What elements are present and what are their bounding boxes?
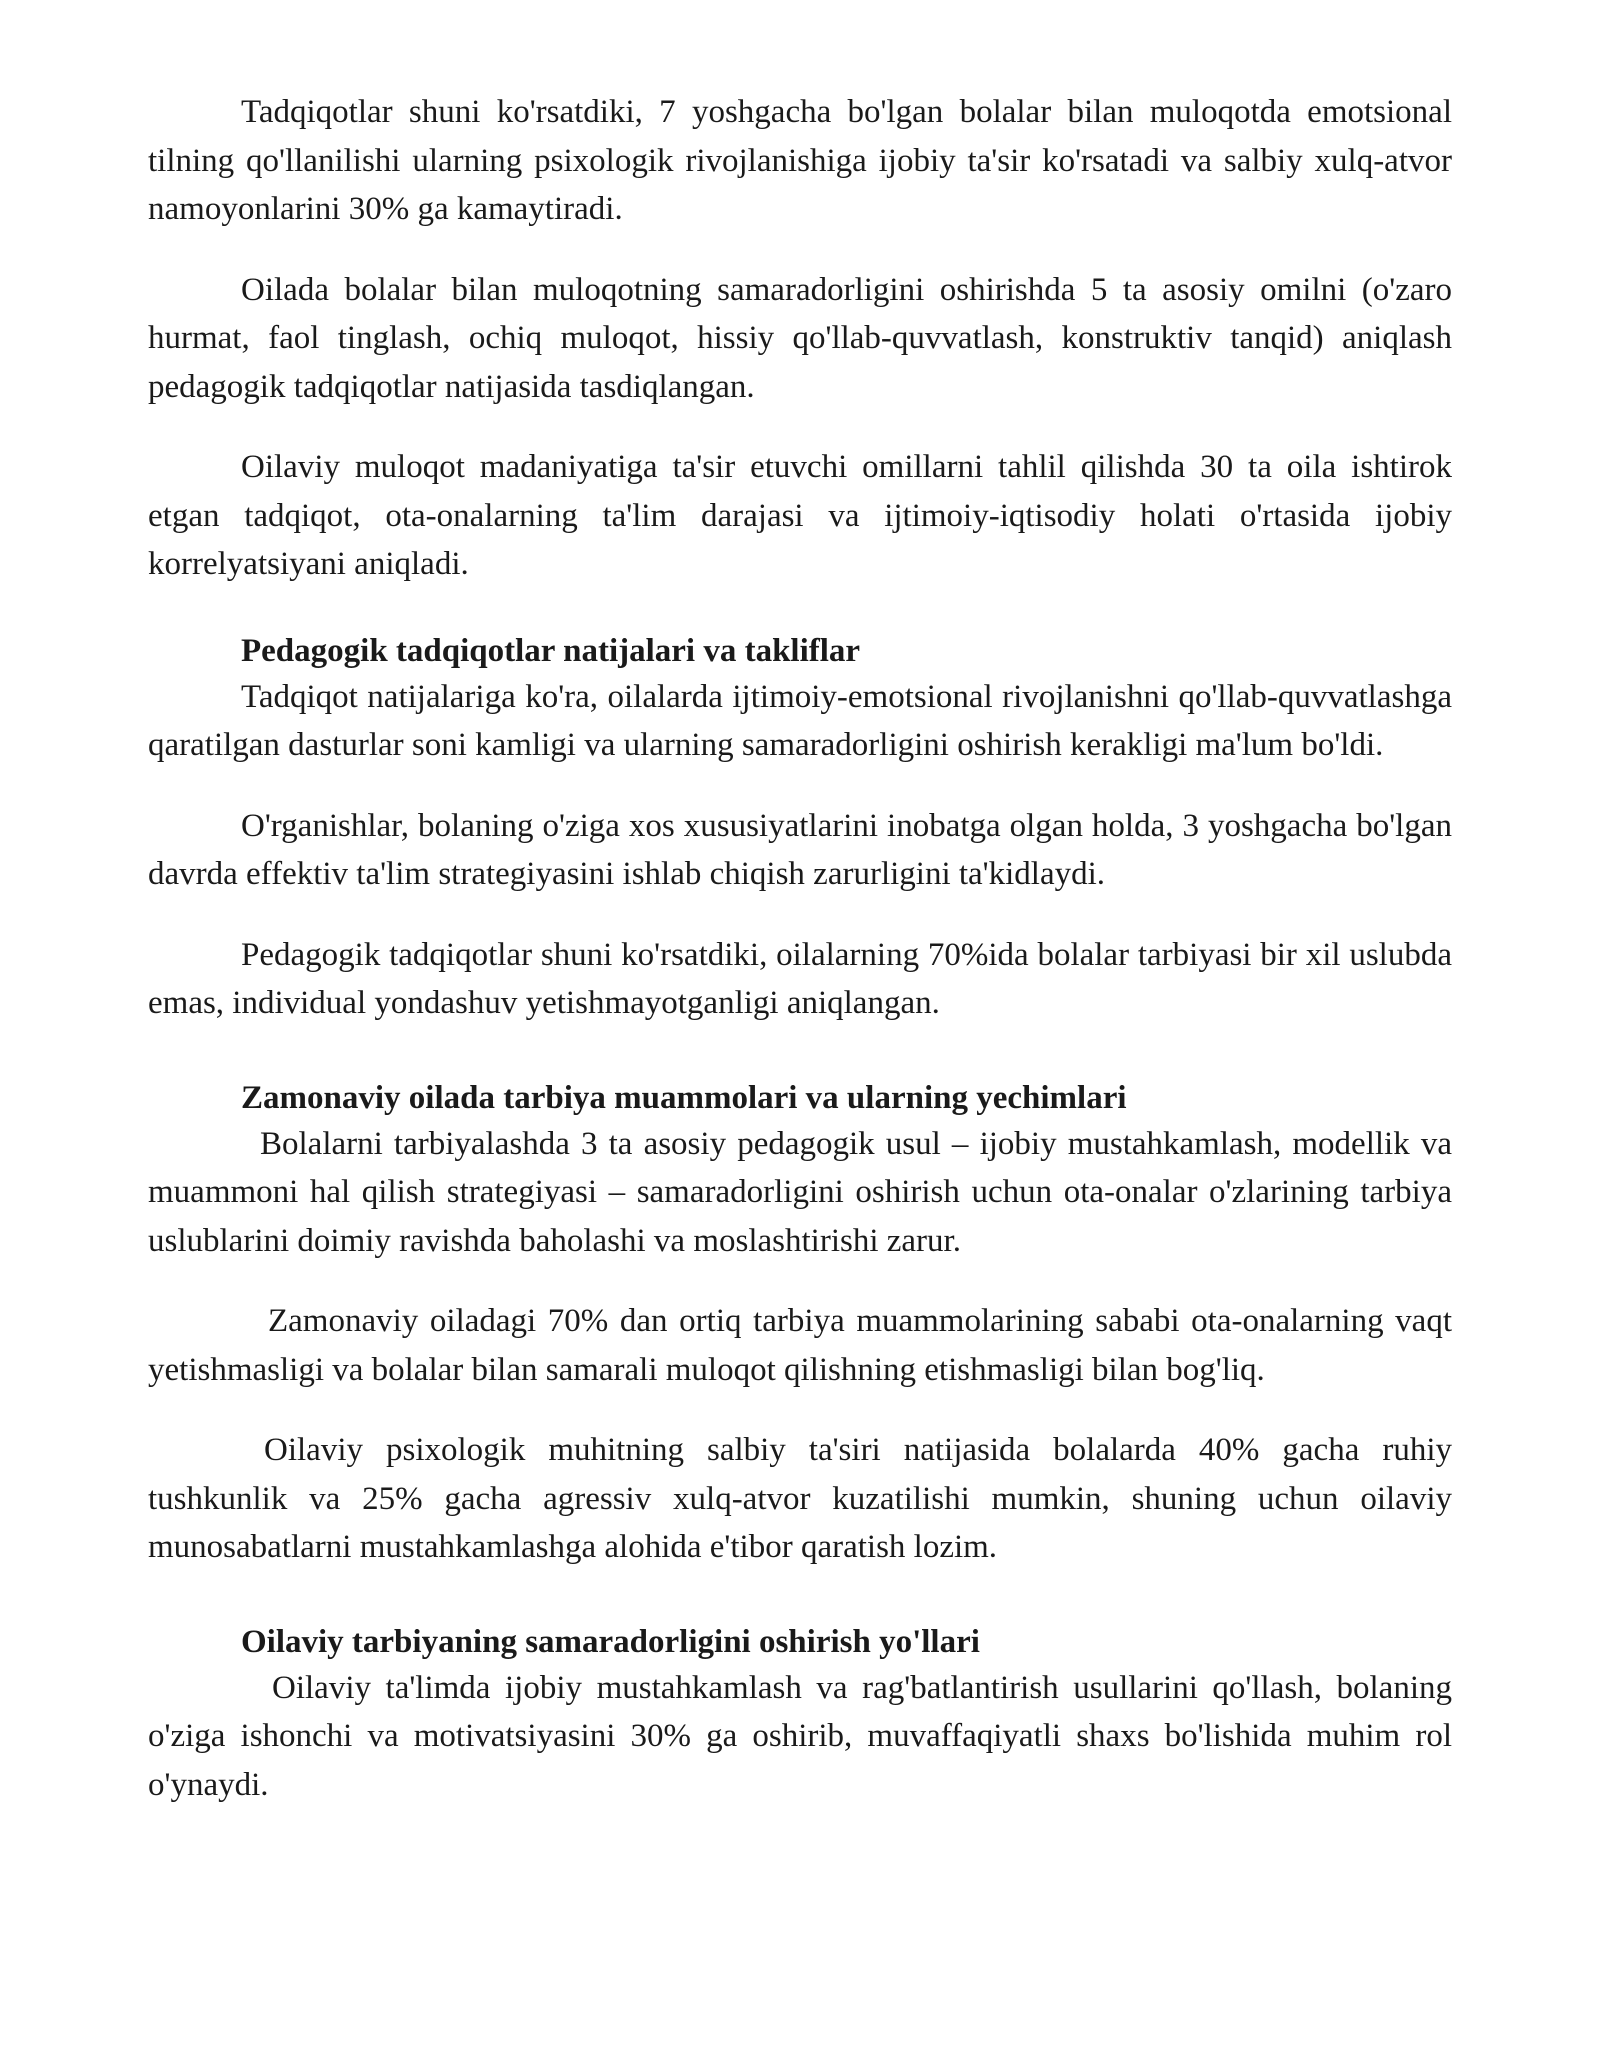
section-heading: Pedagogik tadqiqotlar natijalari va takliflar bbox=[241, 632, 861, 669]
paragraph: Oilaviy ta'limda ijobiy mustahkamlash va rag'batlantirish usullarini qo'llash, bolaning o'ziga ishonchi va motivatsiyasini 30% ga oshirib, muvaffaqiyatli shaxs bo'lishida muhim rol o'ynaydi. bbox=[148, 1669, 1452, 1803]
document-page bbox=[148, 88, 1452, 1841]
paragraph: Oilaviy muloqot madaniyatiga ta'sir etuvchi omillarni tahlil qilishda 30 ta oila ishtirok etgan tadqiqot, ota-onalarning ta'lim darajasi va ijtimoiy-iqtisodiy holati o'rtasida ijobiy korrelyatsiyani aniqladi. bbox=[148, 449, 1452, 582]
paragraph: Oilaviy psixologik muhitning salbiy ta'siri natijasida bolalarda 40% gacha ruhiy tushkunlik va 25% gacha agressiv xulq-atvor kuzatilishi mumkin, shuning uchun oilaviy munosabatlarni mustahkamlashga alohida e'tibor qaratish lozim. bbox=[148, 1432, 1452, 1565]
paragraph: Tadqiqot natijalariga ko'ra, oilalarda ijtimoiy-emotsional rivojlanishni qo'llab-quvvatlashga qaratilgan dasturlar soni kamligi va ularning samaradorligini oshirish kerakligi ma'lum bo'ldi. bbox=[148, 678, 1452, 763]
section-heading: Zamonaviy oilada tarbiya muammolari va ularning yechimlari bbox=[241, 1079, 1127, 1116]
paragraph: Zamonaviy oiladagi 70% dan ortiq tarbiya muammolarining sababi ota-onalarning vaqt yetishmasligi va bolalar bilan samarali muloqot qilishning etishmasligi bilan bog'liq. bbox=[148, 1303, 1452, 1388]
paragraph: O'rganishlar, bolaning o'ziga xos xususiyatlarini inobatga olgan holda, 3 yoshgacha bo'lgan davrda effektiv ta'lim strategiyasini ishlab chiqish zarurligini ta'kidlaydi. bbox=[148, 807, 1452, 892]
paragraph: Bolalarni tarbiyalashda 3 ta asosiy pedagogik usul – ijobiy mustahkamlash, modellik va muammoni hal qilish strategiyasi – samaradorligini oshirish uchun ota-onalar o'zlarining tarbiya uslublarini doimiy ravishda baholashi va moslashtirishi zarur. bbox=[148, 1125, 1452, 1259]
paragraph: Pedagogik tadqiqotlar shuni ko'rsatdiki, oilalarning 70%ida bolalar tarbiyasi bir xil uslubda emas, individual yondashuv yetishmayotganligi aniqlangan. bbox=[148, 936, 1452, 1021]
section-heading: Oilaviy tarbiyaning samaradorligini oshirish yo'llari bbox=[241, 1623, 980, 1660]
paragraph: Tadqiqotlar shuni ko'rsatdiki, 7 yoshgacha bo'lgan bolalar bilan muloqotda emotsional tilning qo'llanilishi ularning psixologik rivojlanishiga ijobiy ta'sir ko'rsatadi va salbiy xulq-atvor namoyonlarini 30% ga kamaytiradi. bbox=[148, 94, 1452, 227]
paragraph: Oilada bolalar bilan muloqotning samaradorligini oshirishda 5 ta asosiy omilni (o'zaro hurmat, faol tinglash, ochiq muloqot, hissiy qo'llab-quvvatlash, konstruktiv tanqid) aniqlash pedagogik tadqiqotlar natijasida tasdiqlangan. bbox=[148, 271, 1452, 405]
